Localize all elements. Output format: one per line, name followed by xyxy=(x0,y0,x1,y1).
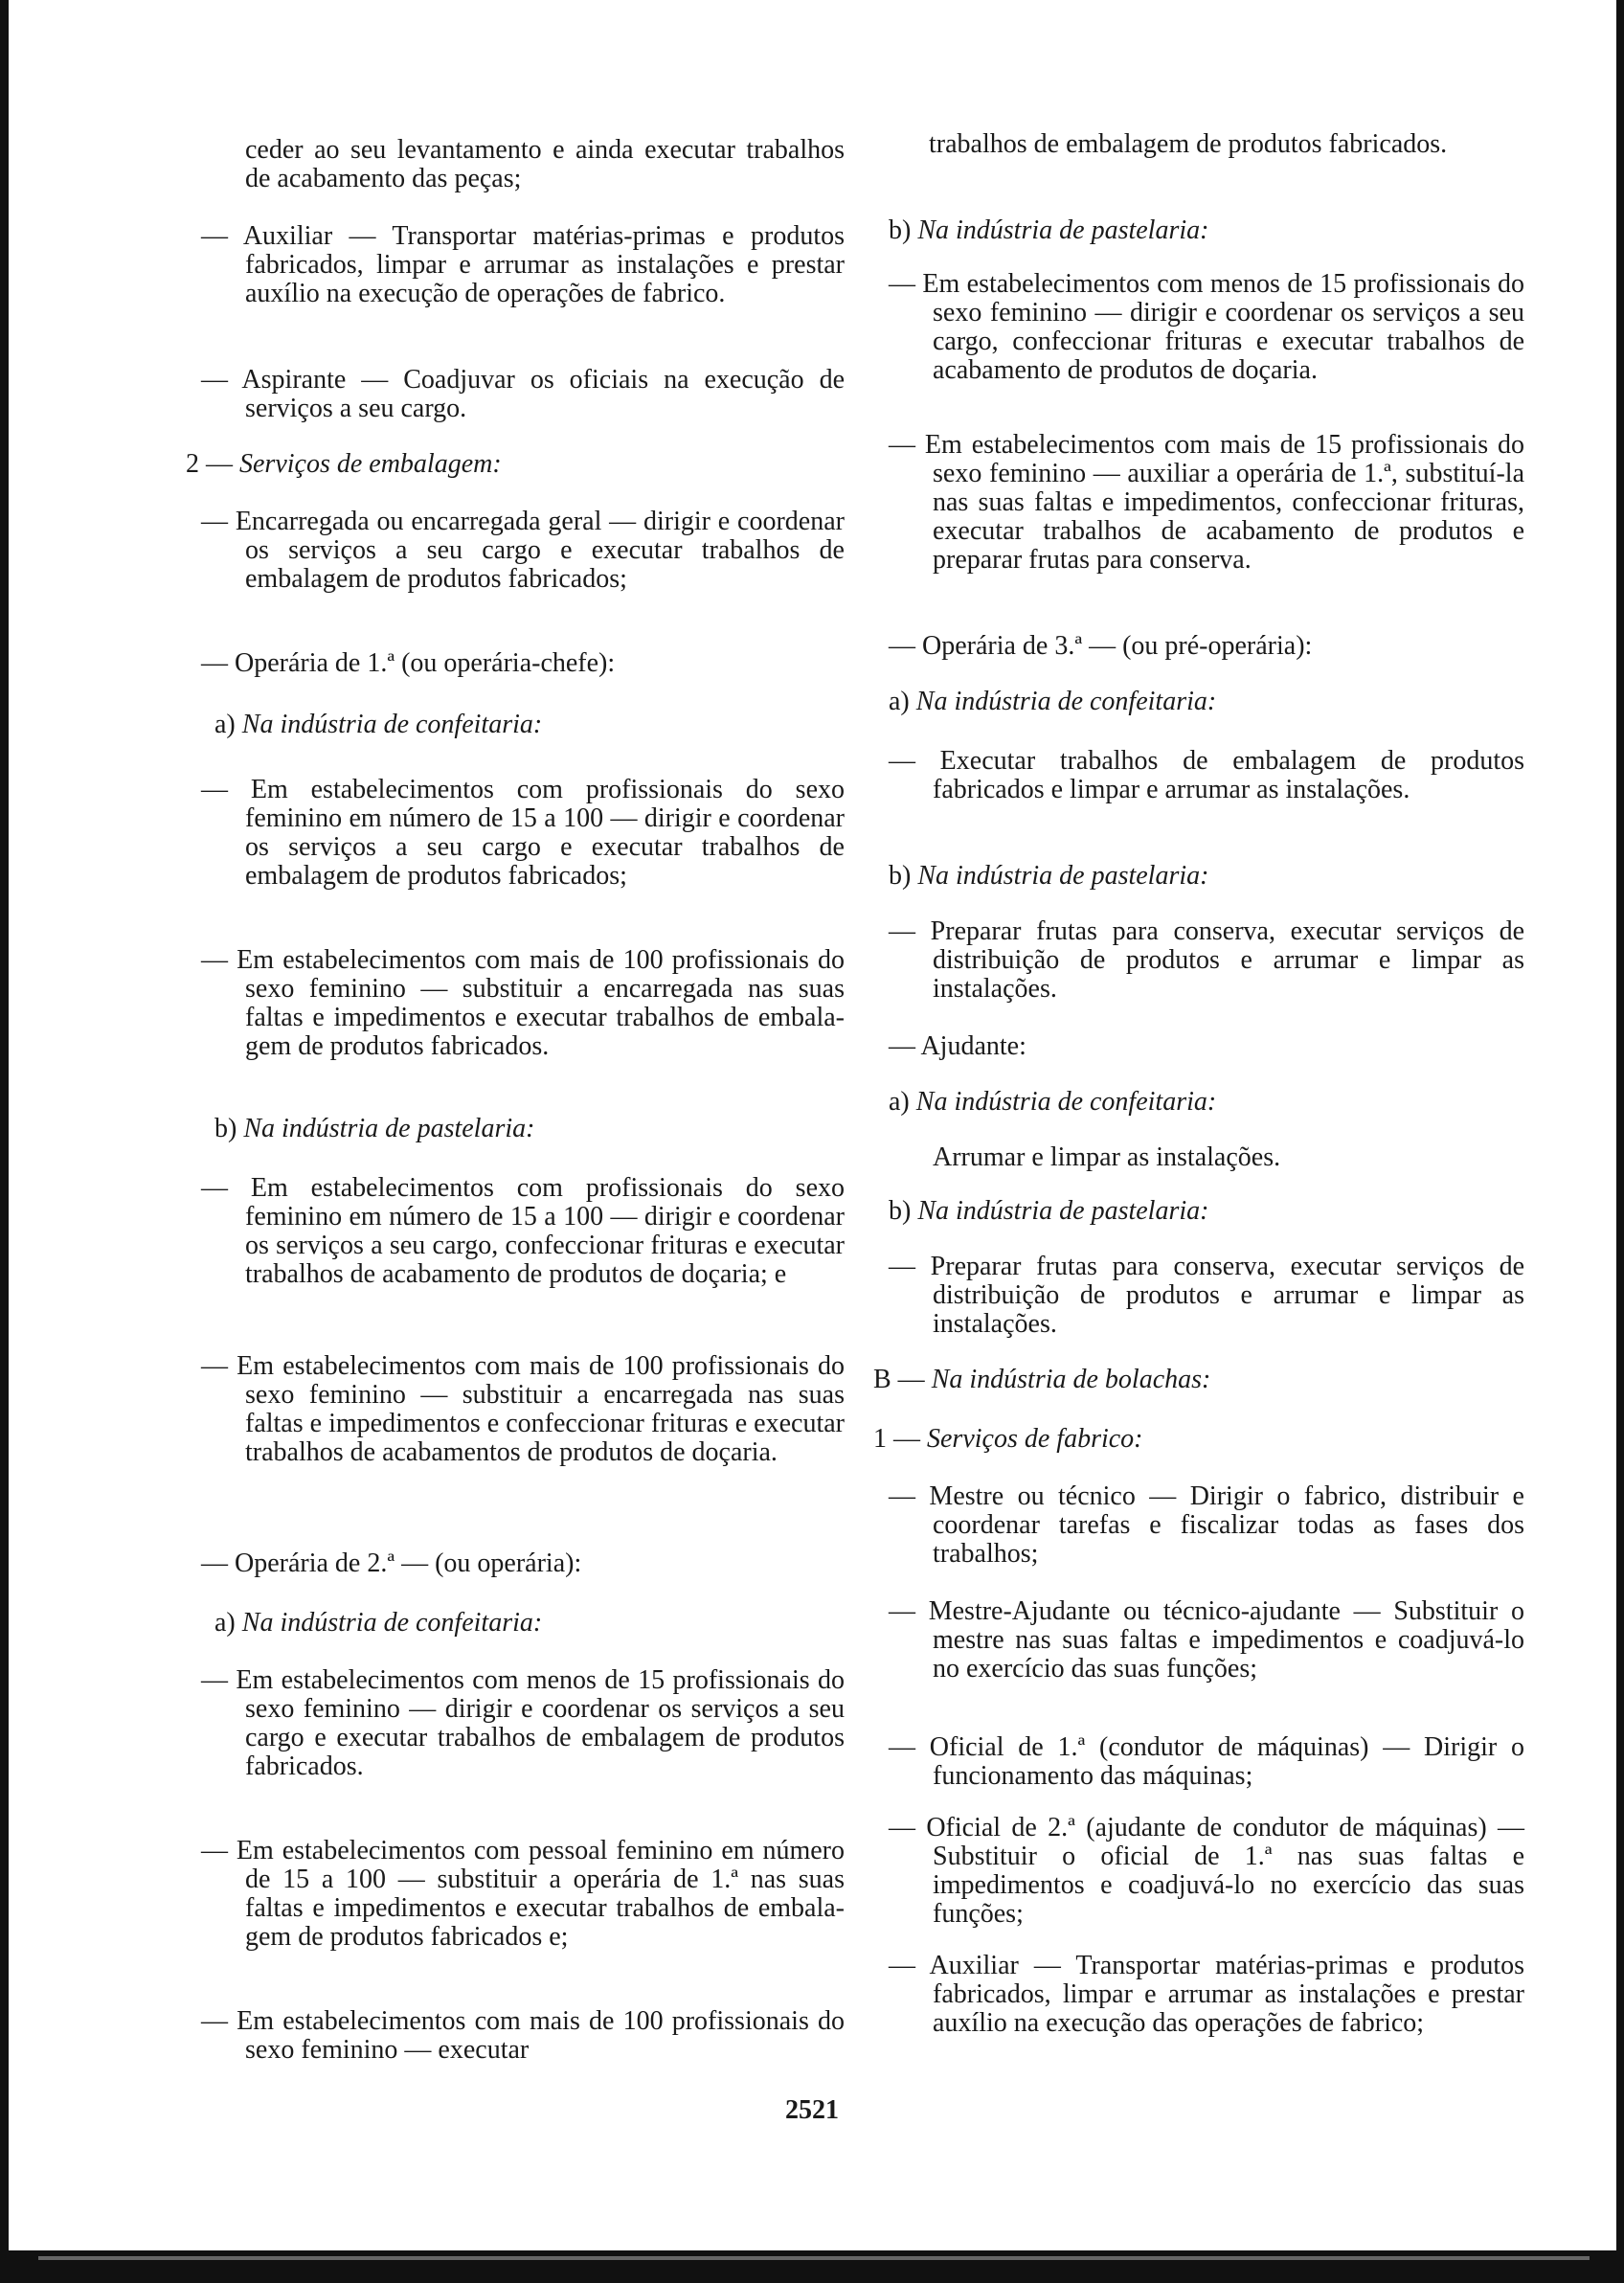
subsection-title: Na indústria de pastelaria: xyxy=(243,1114,535,1143)
subsection-title: Na indústria de confeitaria: xyxy=(915,687,1217,716)
list-item: — Em estabelecimentos com profissionais do sexo feminino em número de 15 a 100 — dirigir e coordenar os serviços a seu cargo, confeccionar frituras e executar trabalhos de acabamento de produtos de doçaria; e xyxy=(201,1173,845,1289)
section-title: Serviços de fabrico: xyxy=(927,1424,1143,1454)
list-item: — Aspirante — Coadjuvar os oficiais na execução de serviços a seu cargo. xyxy=(201,365,845,423)
subsection-heading xyxy=(889,1197,1480,1226)
section-title: Serviços de embalagem: xyxy=(239,449,502,479)
list-item: — Operária de 1.ª (ou operária-chefe): xyxy=(201,648,616,678)
list-item: — Em estabelecimentos com pessoal feminino em número de 15 a 100 — substituir a operária de 1.ª nas suas faltas e impedimentos e executar trabalhos de embalagem de produtos fabricados e; xyxy=(201,1836,845,1952)
list-item: — Ajudante: xyxy=(889,1031,1026,1061)
subsection-title: Na indústria de confeitaria: xyxy=(241,710,543,739)
section-number: 1 — xyxy=(873,1424,927,1454)
subsection-letter: a) xyxy=(214,710,242,739)
page-number: 2521 xyxy=(785,2095,839,2125)
scan-border-right xyxy=(1616,0,1624,2283)
list-item: — Encarregada ou encarregada geral — dirigir e coordenar os serviços a seu cargo e executar trabalhos de embalagem de produtos fabricados; xyxy=(201,507,845,594)
subsection-letter: b) xyxy=(889,215,918,245)
subsection-heading xyxy=(214,711,814,739)
list-item: — Em estabelecimentos com mais de 100 profissionais do sexo feminino — substituir a encarregada nas suas faltas e impedimentos e executar trabalhos de embalagem de produtos fabricados. xyxy=(201,945,845,1061)
section-heading xyxy=(873,1425,1465,1454)
subsection-heading xyxy=(889,688,1480,716)
scan-border-bottom-line xyxy=(38,2256,1590,2260)
subsection-heading xyxy=(889,216,1480,245)
subsection-letter: a) xyxy=(214,1608,242,1638)
list-item: — Em estabelecimentos com mais de 100 profissionais do sexo feminino — executar xyxy=(201,2006,845,2065)
subsection-title: Na indústria de pastelaria: xyxy=(917,1196,1209,1226)
list-item: — Operária de 3.ª — (ou pré-operária): xyxy=(889,631,1313,661)
subsection-title: Na indústria de pastelaria: xyxy=(917,215,1209,245)
section-number: 2 — xyxy=(186,449,239,479)
list-item: — Oficial de 1.ª (condutor de máquinas) — Dirigir o funcionamento das máquinas; xyxy=(889,1732,1524,1791)
subsection-letter: b) xyxy=(889,1196,918,1226)
section-number: B — xyxy=(873,1365,932,1394)
section-title: Na indústria de bolachas: xyxy=(931,1365,1211,1394)
section-heading xyxy=(186,450,785,479)
list-item: — Auxiliar — Transportar matérias-primas e produtos fabricados, limpar e arrumar as instalações e prestar auxílio na execução de operações de fabrico. xyxy=(201,221,845,308)
subsection-heading xyxy=(214,1115,814,1143)
section-heading xyxy=(873,1366,1465,1394)
list-item: — Em estabelecimentos com mais de 15 profissionais do sexo feminino — auxiliar a operária de 1.ª, substituí-la nas suas faltas e impedimentos, confeccionar frituras, executar trabalhos de acabamento de produtos e preparar frutas para conserva. xyxy=(889,430,1524,575)
list-item: — Auxiliar — Transportar matérias-primas e produtos fabricados, limpar e arrumar as instalações e prestar auxílio na execução das operações de fabrico; xyxy=(889,1951,1524,2038)
subsection-heading xyxy=(889,1088,1480,1117)
paragraph: ceder ao seu levantamento e ainda executar trabalhos de acabamento das peças; xyxy=(245,135,845,193)
list-item: — Em estabelecimentos com menos de 15 profissionais do sexo feminino — dirigir e coordenar os serviços a seu cargo e executar trabalhos de embalagem de produtos fabricados. xyxy=(201,1665,845,1781)
list-item: — Mestre ou técnico — Dirigir o fabrico, distribuir e coordenar tarefas e fiscalizar todas as fases dos trabalhos; xyxy=(889,1481,1524,1569)
list-item: — Mestre-Ajudante ou técnico-ajudante — Substituir o mestre nas suas faltas e impedimentos e coadjuvá-lo no exercício das suas funções; xyxy=(889,1596,1524,1684)
list-item: — Preparar frutas para conserva, executar serviços de distribuição de produtos e arrumar e limpar as instalações. xyxy=(889,1252,1524,1339)
subsection-title: Na indústria de pastelaria: xyxy=(917,861,1209,891)
list-item: — Em estabelecimentos com mais de 100 profissionais do sexo feminino — substituir a encarregada nas suas faltas e impedimentos e confeccionar frituras e executar trabalhos de acabamentos de produtos de doçaria. xyxy=(201,1351,845,1467)
scan-border-left xyxy=(0,0,9,2283)
list-item: — Oficial de 2.ª (ajudante de condutor de máquinas) — Substituir o oficial de 1.ª nas suas faltas e impedimentos e coadjuvá-lo no exercício das suas funções; xyxy=(889,1813,1524,1929)
subsection-letter: b) xyxy=(214,1114,244,1143)
subsection-letter: a) xyxy=(889,1087,916,1117)
subsection-title: Na indústria de confeitaria: xyxy=(241,1608,543,1638)
paragraph: Arrumar e limpar as instalações. xyxy=(933,1142,1281,1172)
subsection-heading xyxy=(889,862,1480,891)
subsection-title: Na indústria de confeitaria: xyxy=(915,1087,1217,1117)
list-item: — Em estabelecimentos com profissionais do sexo feminino em número de 15 a 100 — dirigir e coordenar os serviços a seu cargo e executar trabalhos de embalagem de produtos fabricados; xyxy=(201,775,845,891)
list-item: — Operária de 2.ª — (ou operária): xyxy=(201,1548,582,1578)
list-item: — Preparar frutas para conserva, executar serviços de distribuição de produtos e arrumar e limpar as instalações. xyxy=(889,916,1524,1004)
list-item: — Executar trabalhos de embalagem de produtos fabricados e limpar e arrumar as instalações. xyxy=(889,746,1524,804)
subsection-heading xyxy=(214,1609,814,1638)
list-item: — Em estabelecimentos com menos de 15 profissionais do sexo feminino — dirigir e coordenar os serviços a seu cargo, confeccionar frituras e executar trabalhos de acabamento de produtos de doçaria. xyxy=(889,269,1524,385)
subsection-letter: b) xyxy=(889,861,918,891)
paragraph: trabalhos de embalagem de produtos fabricados. xyxy=(929,129,1448,159)
subsection-letter: a) xyxy=(889,687,916,716)
